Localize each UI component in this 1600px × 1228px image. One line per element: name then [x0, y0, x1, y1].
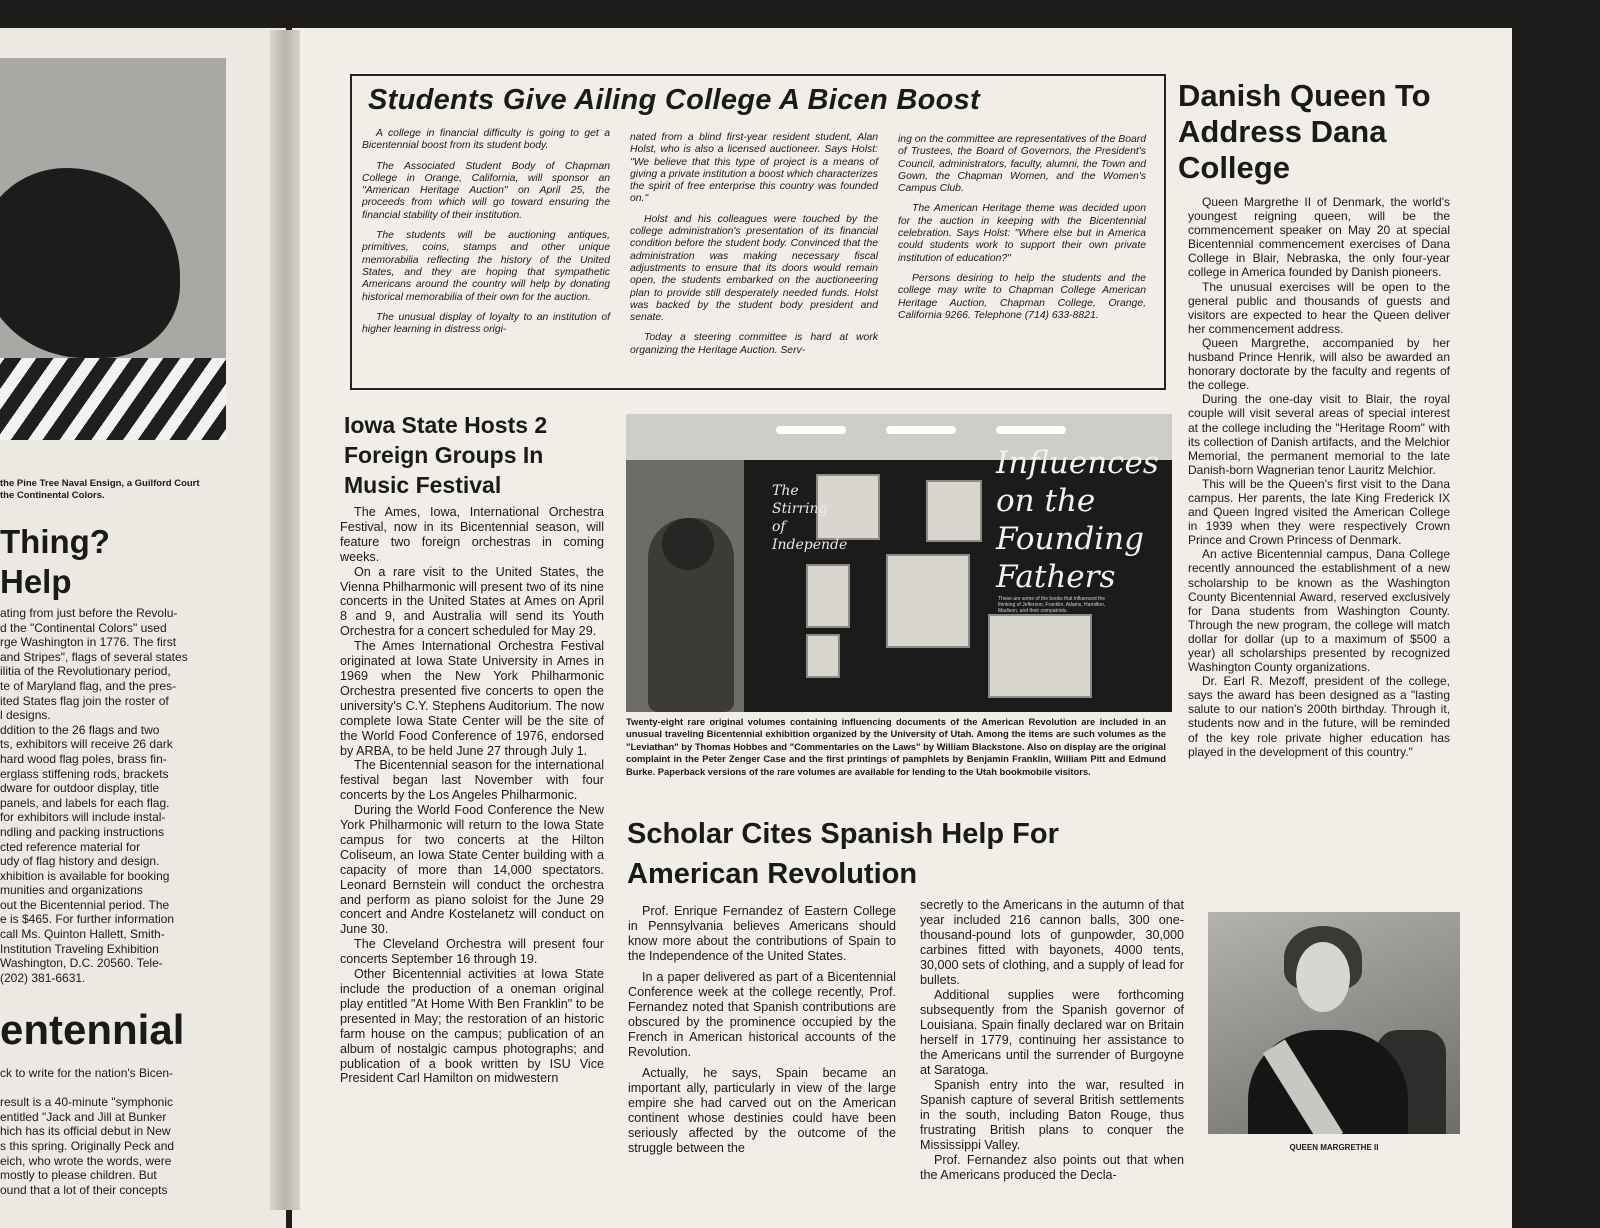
paragraph: On a rare visit to the United States, the Vienna Philharmonic will present two of its nine concerts in the United States at Ames on April 8 and 9, and Australia will send its Youth Orchestra for a concert scheduled for May 29.	[340, 564, 604, 639]
left-headline-bicentennial: entennial	[0, 1006, 185, 1053]
book-shape	[806, 634, 840, 678]
paragraph: secretly to the Americans in the autumn of that year included 216 cannon balls, 300 one-thousand-pound lots of gunpowder, 30,000 carbines fitted with bayonets, 4000 tents, 30,000 sets of clothing, and a supply of lead for bullets.	[920, 898, 1184, 987]
flag-photo-caption: the Pine Tree Naval Ensign, a Guilford Court the Continental Colors.	[0, 478, 200, 501]
paragraph: In a paper delivered as part of a Bicentennial Conference week at the college recently, Prof. Fernandez noted that Spanish contributions are obscured by the prominence occupied by the French in American historical accounts of the Revolution.	[628, 970, 896, 1059]
iowa-body	[340, 505, 604, 1086]
paragraph: This will be the Queen's first visit to the Dana campus. Her parents, the late King Frederick IX and Queen Ingred visited the American College in 1939 when they were respectively Crown Prince and Crown Princess of Denmark.	[1188, 476, 1450, 548]
paragraph: Queen Margrethe II of Denmark, the world's youngest reigning queen, will be the commencement speaker on May 20 at special Bicentennial commencement exercises of Dana College in Blair, Nebraska, the only four-year college in America founded by Danish pioneers.	[1188, 195, 1450, 280]
left-headline: Thing? Help	[0, 523, 110, 600]
paragraph: Holst and his colleagues were touched by the college administration's presentation of its financial condition before the student body. Convinced that the administration was making necessary fiscal adjustments to ensure that its doors would remain open, the students embarked on the auctioneering plan to provide still desperately needed funds. Holst was backed by the student body president and senate.	[630, 213, 878, 324]
paragraph: The Bicentennial season for the international festival began last November with four concerts by the Los Angeles Philharmonic.	[340, 758, 604, 803]
iowa-headline: Iowa State Hosts 2 Foreign Groups In Music Festival	[344, 412, 548, 498]
exhibit-sign-title: Influences on the Founding Fathers	[996, 445, 1159, 595]
left-body-text-2: ck to write for the nation's Bicen- result is a 40-minute "symphonic entitled "Jack and Jill at Bunker hich has its official debut in New s this spring. Originally Peck and eich, who wrote the words, were mostly to please children. But ound that a lot of their concepts	[0, 1066, 175, 1197]
exhibit-photo-caption: Twenty-eight rare original volumes containing influencing documents of the American Revolution are included in an unusual traveling Bicentennial exhibition organized by the University of Utah. Among the items are such volumes as the "Leviathan" by Thomas Hobbes and "Commentaries on the Laws" by William Blackstone. Also on display are the original complaint in the Peter Zenger Case and the first printings of pamphlets by Benjamin Franklin, William Pitt and Edmund Burke. Paperback versions of the rare volumes are available for lending to the Utah bookmobile visitors.	[626, 716, 1166, 777]
paragraph: The unusual display of loyalty to an institution of higher learning in distress origi-	[362, 311, 610, 336]
paragraph: Prof. Enrique Fernandez of Eastern College in Pennsylvania believes Americans should know more about the contributions of Spain to the Independence of the United States.	[628, 904, 896, 963]
paragraph: The unusual exercises will be open to the general public and thousands of guests and visitors are expected to hear the Queen deliver her commencement address.	[1188, 279, 1450, 336]
scholar-headline: Scholar Cites Spanish Help For American Revolution	[627, 818, 1059, 890]
paragraph: Prof. Fernandez also points out that when the Americans produced the Decla-	[920, 1153, 1184, 1182]
page-gutter	[270, 30, 300, 1210]
queen-photo	[1208, 912, 1460, 1134]
visitor-head-shape	[662, 518, 714, 570]
exhibit-sign-small-text: These are some of the books that influenced the thinking of Jefferson, Franklin, Adams, Hamilton, Madison, and their compatriots.	[998, 596, 1106, 614]
paragraph: Queen Margrethe, accompanied by her husband Prince Henrik, will also be awarded an honorary doctorate by the faculty and regents of the college.	[1188, 335, 1450, 393]
paragraph: Actually, he says, Spain became an important ally, particularly in view of the large empire she had carved out on the American continent whose destinies could have been seriously affected by the outcome of the struggle between the	[628, 1066, 896, 1155]
paragraph: During the World Food Conference the New York Philharmonic will return to the Iowa State campus for two concerts at the Hilton Coliseum, an Iowa State Center building with a capacity of more than 14,000 spectators. Leonard Bernstein will conduct the orchestra and perform as piano soloist for the June 29 concert and Andre Kostelanetz will conduct on June 30.	[340, 803, 604, 937]
tricorn-hat-shape	[0, 168, 180, 358]
dana-body	[1188, 195, 1450, 759]
paragraph: Spanish entry into the war, resulted in Spanish capture of several British settlements in the south, including Baton Rouge, thus frustrating British plans to conquer the Mississippi Valley.	[920, 1078, 1184, 1152]
ceiling-light-shape	[776, 426, 846, 434]
paragraph: An active Bicentennial campus, Dana College recently announced the establishment of a new scholarship to be known as the Washington County Bicentennial Award, reserved exclusively for Dana students from Washington County. Through the new program, the college will match dollar for dollar (up to a maximum of $500 a year) all scholarships presented by recognized Washington County organizations.	[1188, 547, 1450, 675]
book-shape	[988, 614, 1092, 698]
paragraph: Today a steering committee is hard at work organizing the Heritage Auction. Serv-	[630, 332, 878, 356]
book-shape	[886, 554, 970, 648]
ceiling-light-shape	[996, 426, 1066, 434]
book-shape	[926, 480, 982, 542]
boxed-story-col-1	[362, 128, 610, 344]
paragraph: Other Bicentennial activities at Iowa State include the production of a oneman original play entitled "At Home With Ben Franklin" to be presented in May; the restoration of an historic farm house on the campus; publication of an album of nostalgic campus photographs; and publication of a book written by ISU Vice President Carl Hamilton on midwestern	[340, 967, 604, 1086]
dana-headline: Danish Queen To Address Dana College	[1178, 78, 1431, 185]
book-shape	[806, 564, 850, 628]
boxed-story-col-3	[898, 134, 1146, 330]
paragraph: The Associated Student Body of Chapman College in Orange, California, will sponsor an "American Heritage Auction" on April 25, the proceeds from which will go toward ensuring the financial stability of their institution.	[362, 160, 610, 221]
paragraph: During the one-day visit to Blair, the royal couple will visit several areas of special interest at the college including the "Heritage Room" with its collection of Danish artifacts, and the Melchior Memorial, the permanent memorial to the late Danish-born Wagnerian tenor Lauritz Melchior.	[1188, 392, 1450, 477]
scholar-col-2	[920, 898, 1184, 1183]
queen-face-shape	[1296, 942, 1350, 1012]
ceiling-light-shape	[886, 426, 956, 434]
paragraph: ing on the committee are representatives of the Board of Trustees, the Board of Governors, the President's Council, administrators, faculty, alumni, the Town and Gown, the Chapman Women, and the Women's Campus Club.	[898, 134, 1146, 195]
flag-photo	[0, 58, 226, 440]
boxed-story-headline: Students Give Ailing College A Bicen Boost	[368, 84, 980, 116]
paragraph: Persons desiring to help the students and the college may write to Chapman College American Heritage Auction, Chapman College, Orange, California 9266. Telephone (714) 633-8821.	[898, 272, 1146, 321]
paragraph: The Ames International Orchestra Festival originated at Iowa State University in Ames in 1969 when the New York Philharmonic Orchestra presented five concerts to open the university's C.Y. Stephens Auditorium. The now complete Iowa State Center will be the site of the World Food Conference of 1976, endorsed by ARBA, to be held June 27 through July 1.	[340, 639, 604, 758]
paragraph: The Ames, Iowa, International Orchestra Festival, now in its Bicentennial season, will feature two foreign orchestras in coming weeks.	[340, 505, 604, 564]
paragraph: The American Heritage theme was decided upon for the auction in keeping with the Bicentennial celebration. Says Holst: "Where else but in America could students work to support their own private institution of education?"	[898, 203, 1146, 264]
boxed-story-col-2	[630, 132, 878, 365]
left-body-text: ating from just before the Revolu- d the "Continental Colors" used rge Washington in 1776. The first and Stripes", flags of several states ilitia of the Revolutionary period, te of Maryland flag, and the pres- ited States flag join the roster of l designs. ddition to the 26 flags and two ts, exhibitors will receive 26 dark hard wood flag poles, brass fin- erglass stiffening rods, brackets dware for outdoor display, title panels, and labels for each flag. for exhibitors will include instal- ndling and packing instructions cted reference material for udy of flag history and design. xhibition is available for booking munities and organizations out the Bicentennial period. The e is $465. For further information call Ms. Quinton Hallett, Smith- Institution Traveling Exhibition Washington, D.C. 20560. Tele- (202) 381-6631.	[0, 606, 188, 985]
paragraph: The Cleveland Orchestra will present four concerts September 16 through 19.	[340, 937, 604, 967]
queen-photo-caption: QUEEN MARGRETHE II	[1289, 1143, 1379, 1152]
paragraph: The students will be auctioning antiques, primitives, coins, stamps and other unique memorabilia reflecting the history of the United States, and they are hoping that sympathetic Americans around the country will help by donating historical memorabilia of their own for the auction.	[362, 230, 610, 303]
paragraph: nated from a blind first-year resident student, Alan Holst, who is also a licensed auctioneer. Says Holst: "We believe that this type of project is a means of giving a private institution a boost which characterizes the spirit of free enterprise this country was founded on."	[630, 132, 878, 205]
paragraph: Dr. Earl R. Mezoff, president of the college, says the award has been designed as a "lasting salute to our nation's 200th birthday. Through it, students now and in the future, will be reminded of the key role private higher education has played in the development of this country."	[1188, 674, 1450, 759]
scholar-col-1	[628, 904, 896, 1162]
exhibit-photo	[626, 414, 1172, 712]
exhibit-sign-subtitle: The Stirring of Independe	[772, 483, 848, 553]
striped-flag-shape	[0, 358, 226, 440]
paragraph: Additional supplies were forthcoming subsequently from the Spanish governor of Louisiana. Spain finally declared war on Britain herself in 1779, continuing her assistance to the Americans until the surrender of Burgoyne at Saratoga.	[920, 988, 1184, 1077]
paragraph: A college in financial difficulty is going to get a Bicentennial boost from its student body.	[362, 128, 610, 152]
